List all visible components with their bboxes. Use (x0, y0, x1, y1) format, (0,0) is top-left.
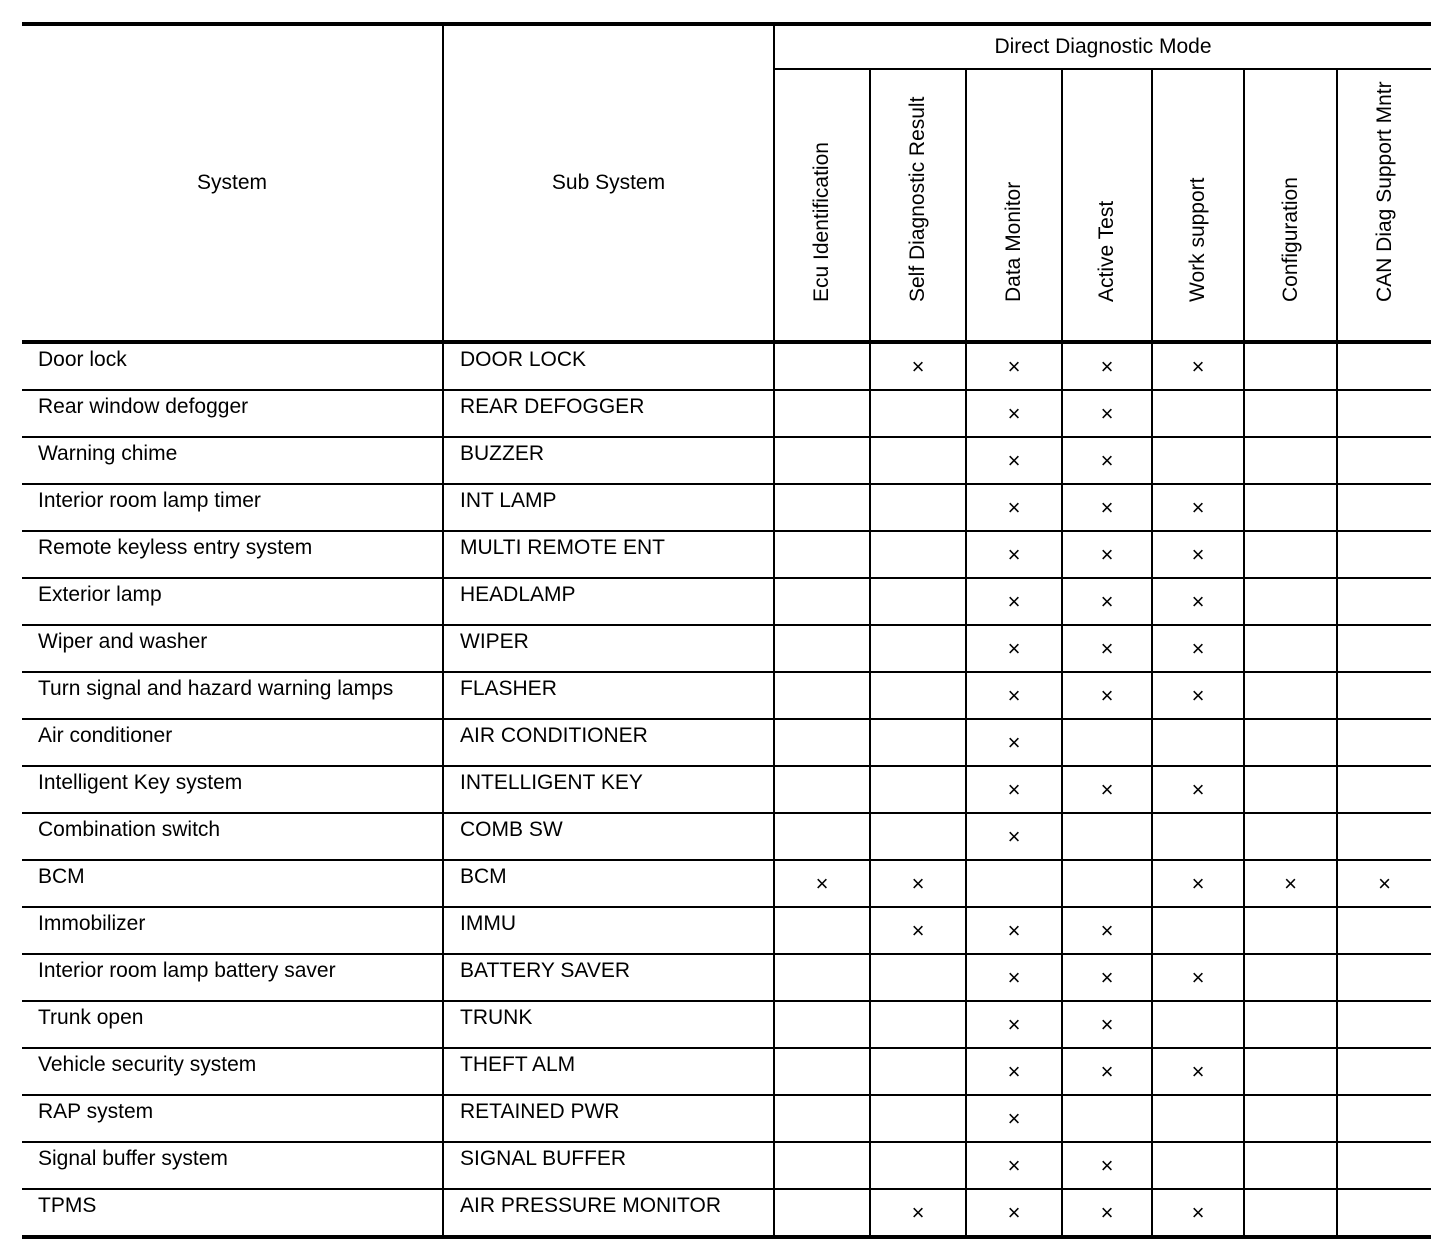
mode-cell (774, 813, 870, 860)
mode-cell (1337, 672, 1431, 719)
mode-cell (1062, 1095, 1152, 1142)
mode-cell (1244, 484, 1337, 531)
mode-cell (870, 1048, 966, 1095)
table-row (22, 578, 1431, 625)
mode-cell (1062, 813, 1152, 860)
sub-system-cell: DOOR LOCK (443, 342, 774, 390)
mode-cell (1152, 813, 1244, 860)
mode-cell (1337, 390, 1431, 437)
sub-system-cell: IMMU (443, 907, 774, 954)
system-cell: Turn signal and hazard warning lamps (22, 672, 443, 719)
mode-cell (1244, 390, 1337, 437)
header-mode-3 (1062, 69, 1152, 342)
header-mode-label: Active Test (1095, 200, 1118, 302)
mode-cell (1062, 719, 1152, 766)
mode-cell (1337, 1142, 1431, 1189)
supported-mark: × (1152, 484, 1244, 531)
system-cell: Wiper and washer (22, 625, 443, 672)
mode-cell (870, 954, 966, 1001)
mode-cell (774, 1048, 870, 1095)
mode-cell (1337, 1095, 1431, 1142)
supported-mark: × (870, 342, 966, 390)
diagnostic-mode-table-container (22, 22, 1431, 1239)
system-cell: BCM (22, 860, 443, 907)
table-row (22, 719, 1431, 766)
table-row (22, 1048, 1431, 1095)
supported-mark: × (1062, 1189, 1152, 1237)
supported-mark: × (966, 342, 1062, 390)
sub-system-cell: THEFT ALM (443, 1048, 774, 1095)
sub-system-cell: REAR DEFOGGER (443, 390, 774, 437)
system-cell: Vehicle security system (22, 1048, 443, 1095)
supported-mark: × (1152, 1048, 1244, 1095)
supported-mark: × (1062, 1048, 1152, 1095)
supported-mark: × (1152, 531, 1244, 578)
mode-cell (1337, 719, 1431, 766)
table-row (22, 390, 1431, 437)
supported-mark: × (1152, 342, 1244, 390)
supported-mark: × (966, 672, 1062, 719)
mode-cell (774, 578, 870, 625)
supported-mark: × (1152, 672, 1244, 719)
mode-cell (870, 437, 966, 484)
mode-cell (1244, 1048, 1337, 1095)
mode-cell (1244, 1189, 1337, 1237)
sub-system-cell: BUZZER (443, 437, 774, 484)
mode-cell (774, 1095, 870, 1142)
supported-mark: × (1062, 1142, 1152, 1189)
supported-mark: × (966, 390, 1062, 437)
header-mode-1 (870, 69, 966, 342)
header-sub-system: Sub System (443, 24, 774, 342)
supported-mark: × (1062, 766, 1152, 813)
supported-mark: × (1062, 531, 1152, 578)
header-mode-label: Ecu Identification (810, 142, 833, 302)
supported-mark: × (966, 1001, 1062, 1048)
mode-cell (1337, 813, 1431, 860)
table-row (22, 954, 1431, 1001)
system-cell: Combination switch (22, 813, 443, 860)
supported-mark: × (966, 954, 1062, 1001)
mode-cell (1152, 907, 1244, 954)
supported-mark: × (1152, 766, 1244, 813)
mode-cell (870, 813, 966, 860)
header-mode-6 (1337, 69, 1431, 342)
mode-cell (1244, 437, 1337, 484)
mode-cell (1152, 1095, 1244, 1142)
header-mode-label: Work support (1186, 177, 1209, 302)
supported-mark: × (774, 860, 870, 907)
sub-system-cell: SIGNAL BUFFER (443, 1142, 774, 1189)
mode-cell (1337, 1048, 1431, 1095)
mode-cell (1244, 672, 1337, 719)
supported-mark: × (1062, 672, 1152, 719)
sub-system-cell: COMB SW (443, 813, 774, 860)
supported-mark: × (1152, 860, 1244, 907)
mode-cell (1244, 531, 1337, 578)
supported-mark: × (966, 437, 1062, 484)
table-row (22, 484, 1431, 531)
supported-mark: × (966, 1189, 1062, 1237)
system-cell: Warning chime (22, 437, 443, 484)
system-cell: Exterior lamp (22, 578, 443, 625)
supported-mark: × (966, 1142, 1062, 1189)
mode-cell (1152, 390, 1244, 437)
supported-mark: × (870, 1189, 966, 1237)
supported-mark: × (1062, 907, 1152, 954)
supported-mark: × (1062, 390, 1152, 437)
table-row (22, 531, 1431, 578)
sub-system-cell: HEADLAMP (443, 578, 774, 625)
sub-system-cell: WIPER (443, 625, 774, 672)
mode-cell (1337, 1001, 1431, 1048)
system-cell: TPMS (22, 1189, 443, 1237)
mode-cell (870, 484, 966, 531)
supported-mark: × (966, 813, 1062, 860)
supported-mark: × (1152, 954, 1244, 1001)
supported-mark: × (1062, 437, 1152, 484)
supported-mark: × (966, 1048, 1062, 1095)
mode-cell (1244, 578, 1337, 625)
supported-mark: × (1062, 625, 1152, 672)
sub-system-cell: AIR PRESSURE MONITOR (443, 1189, 774, 1237)
header-mode-label: Data Monitor (1002, 181, 1025, 302)
supported-mark: × (1062, 342, 1152, 390)
mode-cell (870, 1001, 966, 1048)
mode-cell (1337, 954, 1431, 1001)
supported-mark: × (1244, 860, 1337, 907)
supported-mark: × (966, 625, 1062, 672)
supported-mark: × (966, 484, 1062, 531)
sub-system-cell: RETAINED PWR (443, 1095, 774, 1142)
system-cell: Door lock (38, 348, 127, 371)
diagnostic-mode-table (22, 22, 1431, 1239)
mode-cell (1244, 813, 1337, 860)
supported-mark: × (1062, 484, 1152, 531)
table-row (22, 625, 1431, 672)
mode-cell (1152, 1142, 1244, 1189)
mode-cell (870, 672, 966, 719)
table-row (22, 766, 1431, 813)
mode-cell (1337, 1189, 1431, 1237)
mode-cell (1244, 1142, 1337, 1189)
table-row (22, 1142, 1431, 1189)
mode-cell (774, 437, 870, 484)
mode-cell (1152, 719, 1244, 766)
mode-cell (774, 1189, 870, 1237)
mode-cell (774, 484, 870, 531)
mode-cell (1337, 531, 1431, 578)
mode-cell (870, 766, 966, 813)
system-cell: Remote keyless entry system (22, 531, 443, 578)
table-row (22, 437, 1431, 484)
mode-cell (1244, 766, 1337, 813)
supported-mark: × (1152, 625, 1244, 672)
mode-cell (966, 860, 1062, 907)
mode-cell (1152, 1001, 1244, 1048)
supported-mark: × (1062, 578, 1152, 625)
mode-cell (870, 1142, 966, 1189)
mode-cell (870, 625, 966, 672)
header-system: System (22, 24, 443, 342)
mode-cell (774, 1142, 870, 1189)
table-row (22, 813, 1431, 860)
table-row (22, 342, 1431, 390)
mode-cell (774, 766, 870, 813)
supported-mark: × (966, 719, 1062, 766)
header-mode-4 (1152, 69, 1244, 342)
mode-cell (870, 390, 966, 437)
mode-cell (774, 907, 870, 954)
mode-cell (1337, 907, 1431, 954)
table-row (22, 860, 1431, 907)
mode-cell (1244, 954, 1337, 1001)
header-mode-0 (774, 69, 870, 342)
supported-mark: × (966, 531, 1062, 578)
system-cell: Air conditioner (22, 719, 443, 766)
system-cell: RAP system (22, 1095, 443, 1142)
supported-mark: × (1337, 860, 1431, 907)
sub-system-cell: MULTI REMOTE ENT (443, 531, 774, 578)
mode-cell (1337, 625, 1431, 672)
header-mode-label: CAN Diag Support Mntr (1372, 81, 1396, 302)
supported-mark: × (966, 578, 1062, 625)
mode-cell (870, 719, 966, 766)
sub-system-cell: BATTERY SAVER (443, 954, 774, 1001)
sub-system-cell: BCM (443, 860, 774, 907)
table-row (22, 1001, 1431, 1048)
header-mode-2 (966, 69, 1062, 342)
mode-cell (1337, 342, 1431, 390)
supported-mark: × (966, 907, 1062, 954)
header-mode-label: Self Diagnostic Result (906, 96, 929, 302)
supported-mark: × (870, 907, 966, 954)
diagnostic-rows (22, 342, 1431, 1237)
system-cell: Intelligent Key system (22, 766, 443, 813)
mode-cell (1244, 1001, 1337, 1048)
sub-system-cell: FLASHER (443, 672, 774, 719)
mode-cell (870, 578, 966, 625)
sub-system-cell: INTELLIGENT KEY (443, 766, 774, 813)
supported-mark: × (966, 766, 1062, 813)
mode-cell (774, 719, 870, 766)
header-mode-label: Configuration (1278, 177, 1302, 302)
mode-cell (774, 390, 870, 437)
supported-mark: × (966, 1095, 1062, 1142)
mode-cell (1244, 1095, 1337, 1142)
table-row (22, 1189, 1431, 1237)
mode-cell (774, 954, 870, 1001)
header-direct-diagnostic-mode: Direct Diagnostic Mode (774, 24, 1431, 69)
sub-system-cell: INT LAMP (443, 484, 774, 531)
mode-cell (870, 1095, 966, 1142)
mode-cell (1337, 484, 1431, 531)
mode-cell (774, 531, 870, 578)
mode-cell (1337, 578, 1431, 625)
mode-cell (1244, 907, 1337, 954)
mode-cell (870, 531, 966, 578)
sub-system-cell: AIR CONDITIONER (443, 719, 774, 766)
mode-cell (1337, 766, 1431, 813)
supported-mark: × (1062, 1001, 1152, 1048)
system-cell: Trunk open (22, 1001, 443, 1048)
system-cell: Interior room lamp battery saver (22, 954, 443, 1001)
table-row (22, 907, 1431, 954)
mode-cell (774, 672, 870, 719)
system-cell: Rear window defogger (22, 390, 443, 437)
mode-cell (774, 342, 870, 390)
table-row (22, 672, 1431, 719)
supported-mark: × (1152, 1189, 1244, 1237)
mode-cell (774, 625, 870, 672)
header-mode-5 (1244, 69, 1337, 342)
mode-cell (1244, 625, 1337, 672)
mode-cell (1152, 437, 1244, 484)
mode-cell (774, 1001, 870, 1048)
table-row (22, 1095, 1431, 1142)
mode-cell (1337, 437, 1431, 484)
supported-mark: × (1062, 954, 1152, 1001)
mode-cell (1244, 342, 1337, 390)
system-cell: Interior room lamp timer (22, 484, 443, 531)
mode-cell (1062, 860, 1152, 907)
mode-cell (1244, 719, 1337, 766)
supported-mark: × (1152, 578, 1244, 625)
system-cell: Immobilizer (22, 907, 443, 954)
supported-mark: × (870, 860, 966, 907)
sub-system-cell: TRUNK (443, 1001, 774, 1048)
system-cell: Signal buffer system (22, 1142, 443, 1189)
